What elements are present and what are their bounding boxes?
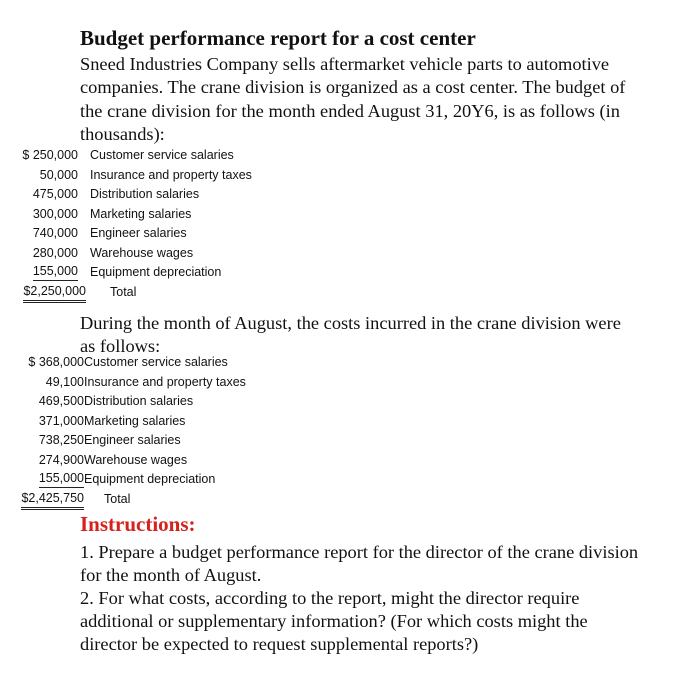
row-amount: 740,000 [32, 226, 78, 240]
row-amount: 155,000 [39, 470, 84, 488]
row-label: Engineer salaries [84, 433, 181, 447]
row-amount: 280,000 [32, 245, 78, 260]
row-label: Customer service salaries [90, 148, 234, 162]
during-paragraph: During the month of August, the costs incurred in the crane division were as follows: [80, 313, 621, 357]
actual-costs-table [21, 353, 544, 513]
row-label: Warehouse wages [84, 452, 188, 467]
row-amount: 469,500 [38, 394, 84, 408]
row-label: Insurance and property taxes [90, 167, 252, 182]
row-amount: 371,000 [38, 413, 84, 428]
row-label: Marketing salaries [90, 206, 192, 221]
row-amount: 50,000 [39, 167, 78, 182]
row-label: Insurance and property taxes [84, 374, 246, 389]
total-amount: $2,250,000 [23, 283, 86, 303]
row-label: Customer service salaries [84, 355, 228, 369]
intro-paragraph: Sneed Industries Company sells aftermarket vehicle parts to automotive companies. The crane division is organized as a cost center. The budget of the crane division for the month ended August 31, 20Y6, is as follows (in thousands): [80, 54, 626, 145]
row-amount: 155,000 [33, 263, 78, 281]
row-label: Engineer salaries [90, 226, 187, 240]
row-amount: $ 250,000 [22, 148, 78, 162]
budget-table [22, 146, 470, 306]
instruction-2: 2. For what costs, according to the report, might the director require additional or supplementary information? (For which costs might the director be expected to request supplemental reports?) [80, 588, 588, 654]
page-title: Budget performance report for a cost center [80, 26, 476, 50]
instructions-heading: Instructions: [80, 512, 196, 536]
total-amount: $2,425,750 [21, 490, 84, 510]
row-amount: 49,100 [45, 374, 84, 389]
row-label: Equipment depreciation [84, 472, 216, 486]
total-label: Total [110, 284, 137, 299]
row-amount: 274,900 [38, 452, 84, 467]
row-label: Distribution salaries [84, 394, 194, 408]
row-amount: $ 368,000 [28, 355, 84, 369]
row-label: Marketing salaries [84, 413, 186, 428]
row-amount: 300,000 [32, 206, 78, 221]
instruction-1: 1. Prepare a budget performance report for the director of the crane division for the month of August. [80, 542, 639, 585]
row-label: Equipment depreciation [90, 265, 222, 279]
total-label: Total [104, 491, 131, 506]
row-amount: 738,250 [38, 433, 84, 447]
row-amount: 475,000 [32, 187, 78, 201]
row-label: Distribution salaries [90, 187, 200, 201]
row-label: Warehouse wages [90, 245, 194, 260]
